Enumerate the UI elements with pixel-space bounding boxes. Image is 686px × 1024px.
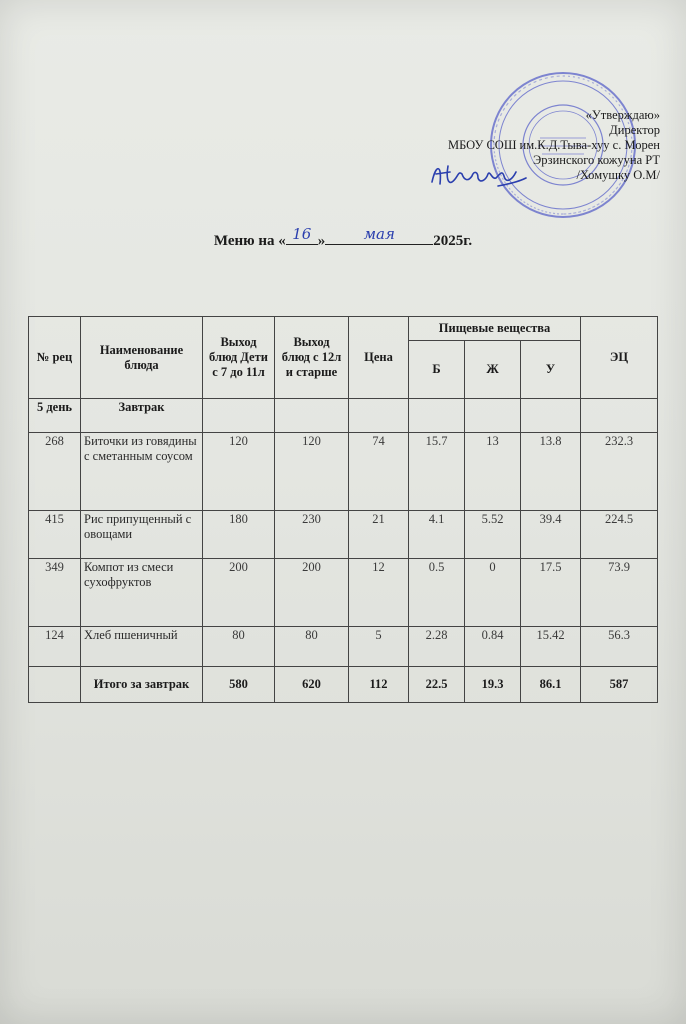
approval-region: Эрзинского кожууна РТ [532,153,660,167]
row-name: Рис припущенный с овощами [81,511,203,559]
row-ec: 224.5 [581,511,658,559]
row-num: 349 [29,559,81,627]
total-zh: 19.3 [465,667,521,703]
header-out-kids: Выход блюд Дети с 7 до 11л [203,317,275,399]
header-row-1 [29,317,658,341]
row-ec: 73.9 [581,559,658,627]
row-u: 17.5 [521,559,581,627]
row-kids: 180 [203,511,275,559]
row-zh: 13 [465,433,521,511]
row-b: 15.7 [409,433,465,511]
header-zh: Ж [465,341,521,399]
row-older: 200 [275,559,349,627]
row-price: 12 [349,559,409,627]
total-u: 86.1 [521,667,581,703]
row-kids: 120 [203,433,275,511]
header-u: У [521,341,581,399]
table-row [29,559,658,627]
title-day: 16 [292,225,312,243]
approval-name: /Хомушку О.М/ [576,168,660,182]
total-label: Итого за завтрак [81,667,203,703]
header-b: Б [409,341,465,399]
header-out-older: Выход блюд с 12л и старше [275,317,349,399]
header-price: Цена [349,317,409,399]
table-row [29,627,658,667]
title-middle: » [317,233,326,249]
header-ec: ЭЦ [581,317,658,399]
total-b: 22.5 [409,667,465,703]
row-name: Биточки из говядины с сметанным соусом [81,433,203,511]
approval-school: МБОУ СОШ им.К.Д.Тыва-хуу с. Морен [447,138,660,152]
total-kids: 580 [203,667,275,703]
title-prefix: Меню на « [213,233,286,249]
row-price: 74 [349,433,409,511]
row-ec: 232.3 [581,433,658,511]
table-row [29,433,658,511]
row-ec: 56.3 [581,627,658,667]
row-b: 0.5 [409,559,465,627]
header-name: Наименование блюда [81,317,203,399]
row-older: 230 [275,511,349,559]
total-price: 112 [349,667,409,703]
day-row [29,399,658,433]
menu-title [0,225,686,250]
row-b: 2.28 [409,627,465,667]
row-num: 415 [29,511,81,559]
row-zh: 0.84 [465,627,521,667]
row-older: 120 [275,433,349,511]
row-older: 80 [275,627,349,667]
row-zh: 5.52 [465,511,521,559]
title-suffix: 2025г. [433,233,473,249]
total-row [29,667,658,703]
approval-block [360,108,660,183]
meal-label: Завтрак [81,399,203,433]
row-num: 268 [29,433,81,511]
row-price: 5 [349,627,409,667]
row-b: 4.1 [409,511,465,559]
row-u: 13.8 [521,433,581,511]
row-u: 39.4 [521,511,581,559]
row-price: 21 [349,511,409,559]
total-older: 620 [275,667,349,703]
row-kids: 200 [203,559,275,627]
title-month: мая [363,225,395,243]
row-u: 15.42 [521,627,581,667]
approval-position: Директор [609,123,660,137]
approval-heading: «Утверждаю» [585,108,660,122]
row-name: Компот из смеси сухофруктов [81,559,203,627]
menu-table [28,316,658,703]
row-name: Хлеб пшеничный [81,627,203,667]
table-row [29,511,658,559]
total-ec: 587 [581,667,658,703]
header-nutrients: Пищевые вещества [409,317,581,341]
row-zh: 0 [465,559,521,627]
row-kids: 80 [203,627,275,667]
header-num: № рец [29,317,81,399]
row-num: 124 [29,627,81,667]
day-label: 5 день [29,399,81,433]
